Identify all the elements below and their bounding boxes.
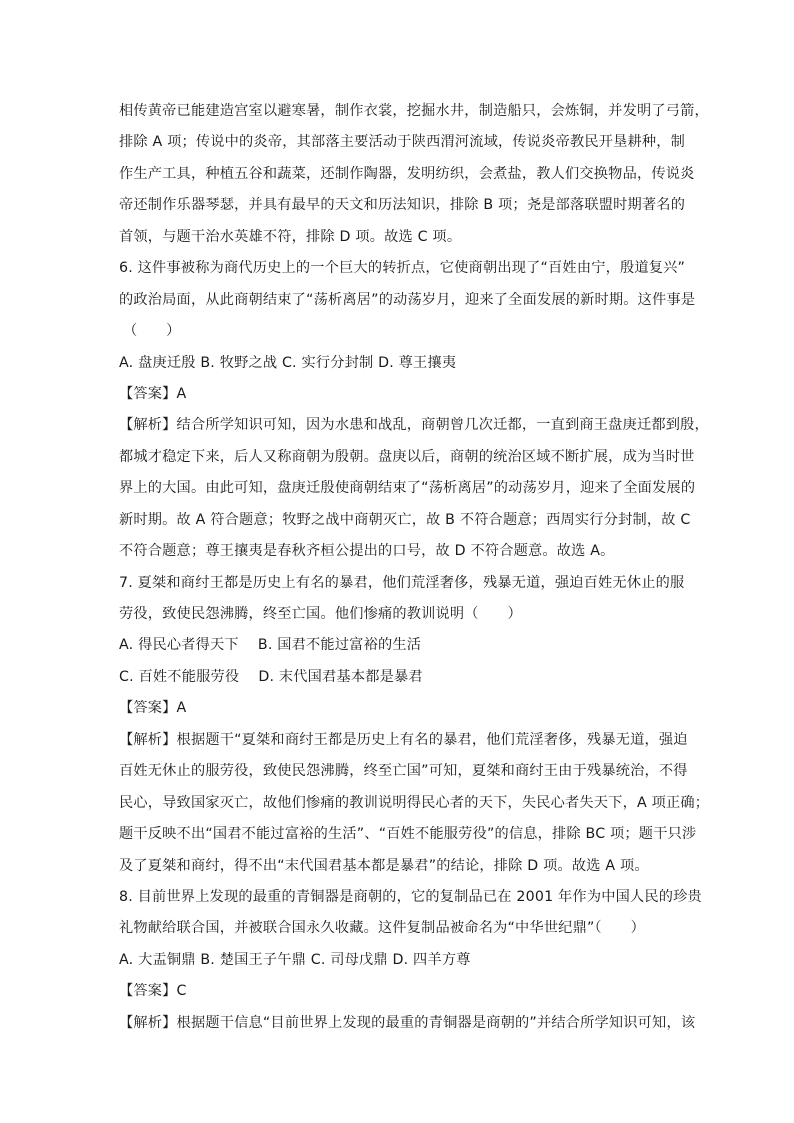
analysis-line: 及了夏桀和商纣，得不出“末代国君基本都是暴君”的结论，排除 D 项。故选 A 项。 <box>119 857 649 874</box>
question-7-options-cd: C. 百姓不能服劳役 D. 末代国君基本都是暴君 <box>119 668 423 685</box>
text-line: 帝还制作乐器琴瑟，并具有最早的天文和历法知识，排除 B 项；尧是部落联盟时期著名的 <box>119 197 686 214</box>
question-8-stem-cont: 礼物献给联合国，并被联合国永久收藏。这件复制品被命名为“中华世纪鼎”（ ） <box>119 920 645 937</box>
analysis-line: 题干反映不出“国君不能过富裕的生活”、“百姓不能服劳役”的信息，排除 BC 项；题干只涉 <box>119 826 697 843</box>
analysis-line: 【解析】结合所学知识可知，因为水患和战乱，商朝曾几次迁都，一直到商王盘庚迁都到殷， <box>119 417 709 434</box>
text-line: 作生产工具，种植五谷和蔬菜，还制作陶器，发明纺织，会煮盐，教人们交换物品，传说炎 <box>119 165 695 182</box>
analysis-line: 界上的大国。由此可知，盘庚迁殷使商朝结束了“荡析离居”的动荡岁月，迎来了全面发展的 <box>119 480 696 497</box>
answer-label: 【答案】C <box>119 983 187 1000</box>
analysis-line: 民心，导致国家灭亡，故他们惨痛的教训说明得民心者的天下，失民心者失天下，A 项正确； <box>119 794 710 811</box>
document-body <box>119 96 710 1039</box>
analysis-line: 百姓无休止的服劳役，致使民怨沸腾，终至亡国”可知，夏桀和商纣王由于残暴统治，不得 <box>119 763 688 780</box>
answer-blank: （ ） <box>123 323 181 340</box>
question-6-stem-cont: 的政治局面，从此商朝结束了“荡析离居”的动荡岁月，迎来了全面发展的新时期。这件事是 <box>119 291 696 308</box>
question-6-stem: 6. 这件事被称为商代历史上的一个巨大的转折点，它使商朝出现了“百姓由宁，殷道复兴” <box>119 260 686 277</box>
question-6-options: A. 盘庚迁殷 B. 牧野之战 C. 实行分封制 D. 尊王攘夷 <box>119 354 457 371</box>
answer-label: 【答案】A <box>119 700 187 717</box>
question-8-options: A. 大盂铜鼎 B. 楚国王子午鼎 C. 司母戊鼎 D. 四羊方尊 <box>119 951 471 968</box>
question-7-options-ab: A. 得民心者得天下 B. 国君不能过富裕的生活 <box>119 637 422 654</box>
analysis-line: 【解析】根据题干“夏桀和商纣王都是历史上有名的暴君，他们荒淫奢侈，残暴无道，强迫 <box>119 731 688 748</box>
answer-label: 【答案】A <box>119 385 187 402</box>
analysis-line: 都城才稳定下来，后人又称商朝为殷朝。盘庚以后，商朝的统治区域不断扩展，成为当时世 <box>119 448 695 465</box>
question-7-stem-cont: 劳役，致使民怨沸腾，终至亡国。他们惨痛的教训说明（ ） <box>119 606 522 622</box>
text-line: 排除 A 项；传说中的炎帝，其部落主要活动于陕西渭河流域，传说炎帝教民开垦耕种，制 <box>119 134 686 151</box>
analysis-line: 新时期。故 A 符合题意；牧野之战中商朝灭亡，故 B 不符合题意；西周实行分封制，故 C <box>119 511 691 528</box>
text-line: 首领，与题干治水英雄不符，排除 D 项。故选 C 项。 <box>119 228 462 245</box>
text-line: 相传黄帝已能建造宫室以避寒暑，制作衣裳，挖掘水井，制造船只，会炼铜，并发明了弓箭， <box>119 103 709 119</box>
analysis-line: 【解析】根据题干信息“目前世界上发现的最重的青铜器是商朝的”并结合所学知识可知，该 <box>119 1014 696 1031</box>
analysis-line: 不符合题意；尊王攘夷是春秋齐桓公提出的口号，故 D 不符合题意。故选 A。 <box>119 543 615 560</box>
question-8-stem: 8. 目前世界上发现的最重的青铜器是商朝的，它的复制品已在 2001 年作为中国人民的珍贵 <box>119 888 702 905</box>
question-7-stem: 7. 夏桀和商纣王都是历史上有名的暴君，他们荒淫奢侈，残暴无道，强迫百姓无休止的服 <box>119 574 685 591</box>
